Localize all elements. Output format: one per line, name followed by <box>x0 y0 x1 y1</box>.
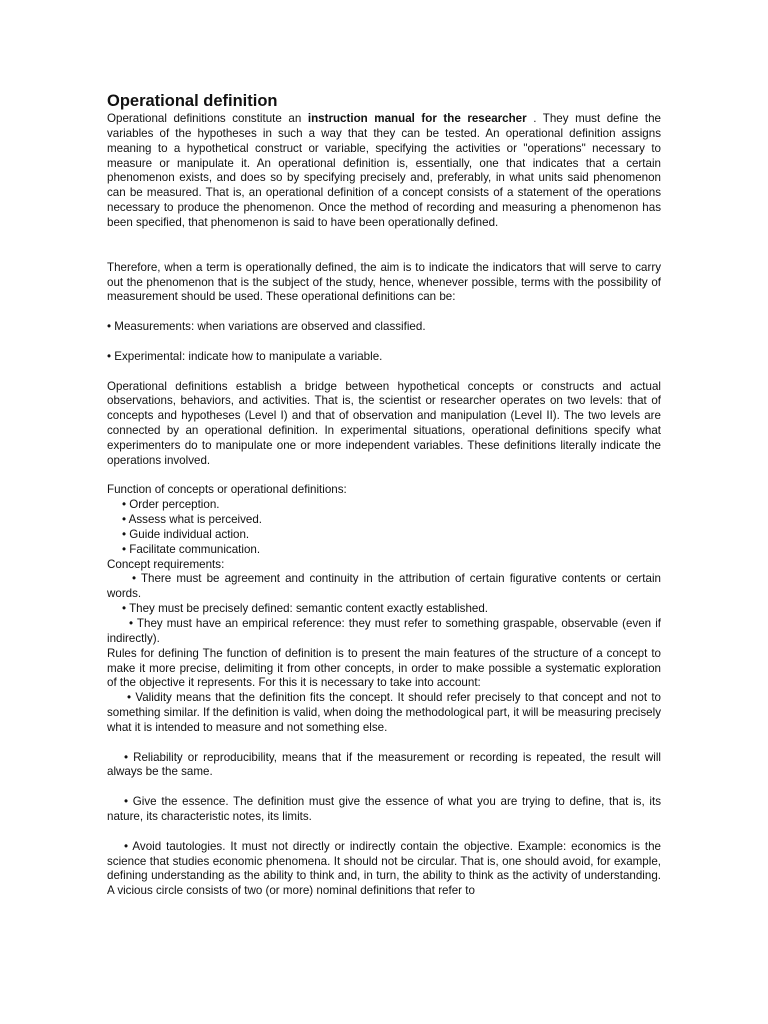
intro-rest: . They must define the variables of the hypotheses in such a way that they can be tested. An operational definition assigns meaning to a hypothetical construct or variable, specifying the activities or "operations" necessary to measure or manipulate it. An operational definition is, essentially, one that indicates that a certain phenomenon exists, and does so by specifying precisely and, preferably, in what units said phenomenon can be measured. That is, an operational definition of a concept consists of a statement of the operations necessary to produce the phenomenon. Once the method of recording and measuring a phenomenon has been specified, that phenomenon is said to have been operationally defined. <box>107 112 661 229</box>
reliability-paragraph: • Reliability or reproducibility, means that if the measurement or recording is repeated, the result will always be the same. <box>107 750 661 779</box>
function-item: • Guide individual action. <box>122 527 250 541</box>
validity-paragraph: • Validity means that the definition fits the concept. It should refer precisely to that concept and not to something similar. If the definition is valid, when doing the methodological part, it will be measuring precisely what it is intended to measure and not something else. <box>107 691 661 734</box>
intro-emphasis: instruction manual for the researcher <box>307 112 527 125</box>
function-item: • Assess what is perceived. <box>122 513 263 527</box>
bridge-paragraph: Operational definitions establish a bridge between hypothetical concepts or constructs and actual observations, behaviors, and activities. That is, the scientist or researcher operates on two levels: that of concepts and hypotheses (Level I) and that of observation and manipulation (Level II). The two levels are connected by an operational definition. In experimental situations, operational definitions specify what experimenters do to manipulate one or more independent variables. These definitions literally indicate the operations involved. <box>107 379 661 467</box>
page-title: Operational definition <box>107 92 278 110</box>
intro-paragraph <box>107 112 661 231</box>
type-measurements: • Measurements: when variations are observed and classified. <box>107 320 426 334</box>
therefore-paragraph: Therefore, when a term is operationally defined, the aim is to indicate the indicators that will serve to carry out the phenomenon that is the subject of the study, hence, whenever possible, terms with the possibility of measurement should be used. These operational definitions can be: <box>107 260 661 304</box>
tautologies-paragraph: • Avoid tautologies. It must not directly or indirectly contain the objective. Example: economics is the science that studies economic phenomena. It should not be circular. That is, one should avoid, for example, defining understanding as the ability to think and, in turn, the ability to think as the activity of understanding. A vicious circle consists of two (or more) nominal definitions that refer to <box>107 839 661 898</box>
document-page <box>107 92 661 899</box>
type-experimental: • Experimental: indicate how to manipulate a variable. <box>107 349 383 363</box>
essence-paragraph: • Give the essence. The definition must give the essence of what you are trying to define, that is, its nature, its characteristic notes, its limits. <box>107 795 661 823</box>
function-item: • Order perception. <box>122 498 220 512</box>
requirement-item: • They must be precisely defined: semantic content exactly established. <box>122 602 489 616</box>
function-item: • Facilitate communication. <box>122 542 261 556</box>
rules-paragraph: Rules for defining The function of definition is to present the main features of the structure of a concept to make it more precise, delimiting it from other concepts, in order to make possible a systematic exploration of the objective it represents. For this it is necessary to take into account: <box>107 646 661 690</box>
requirements-heading: Concept requirements: <box>107 557 225 571</box>
requirement-item: • They must have an empirical reference: they must refer to something graspable, observable (even if indirectly). <box>107 617 661 645</box>
requirement-item: • There must be agreement and continuity in the attribution of certain figurative contents or certain words. <box>107 572 661 601</box>
intro-lead: Operational definitions constitute an <box>107 112 302 125</box>
functions-heading: Function of concepts or operational definitions: <box>107 483 347 497</box>
